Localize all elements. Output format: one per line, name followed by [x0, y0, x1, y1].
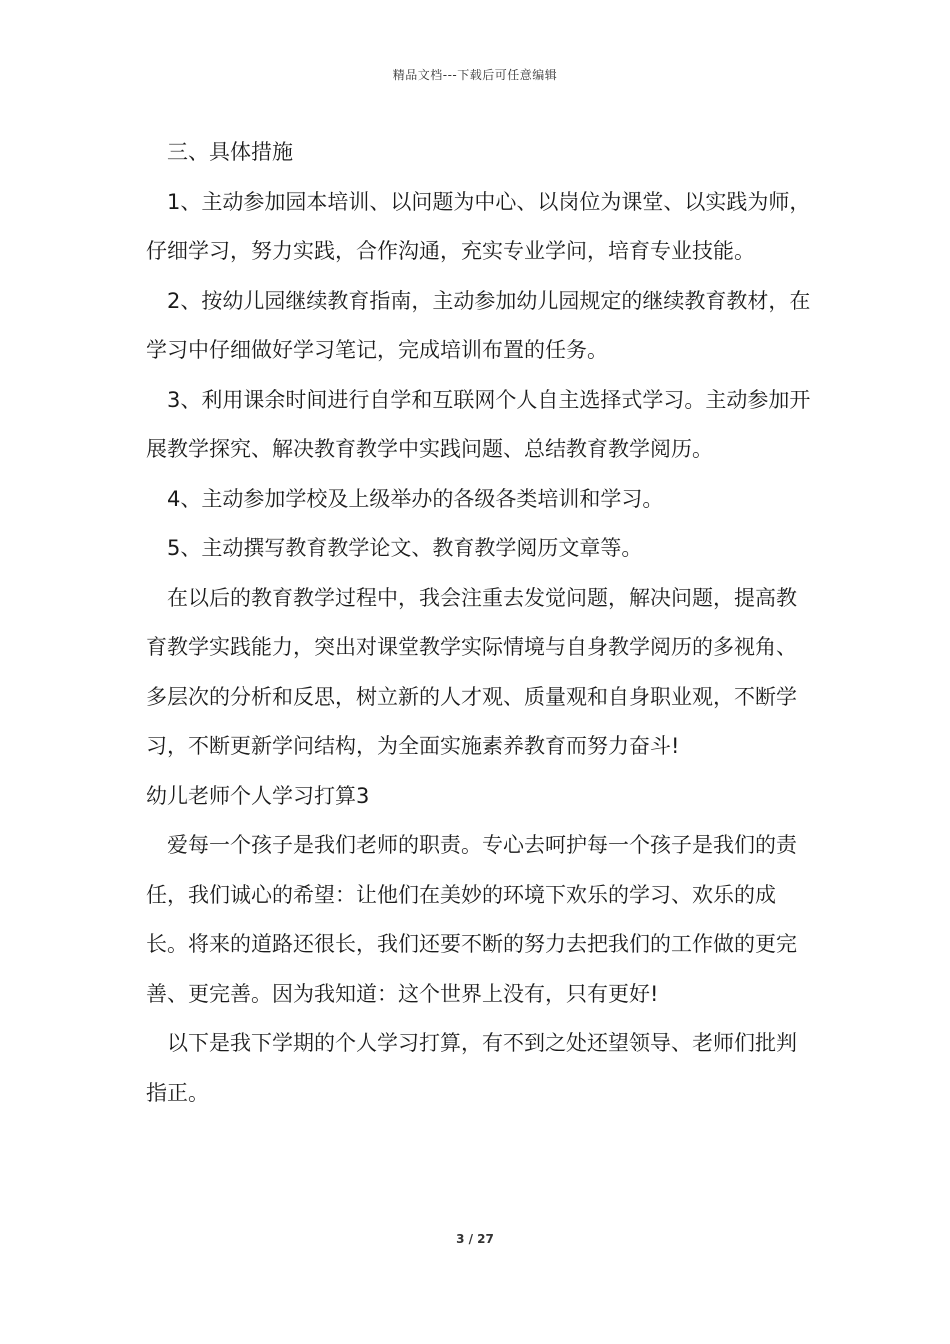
section-heading: 三、具体措施 — [167, 140, 293, 164]
paragraph: 1、主动参加园本培训、以问题为中心、以岗位为课堂、以实践为师，仔细学习，努力实践，合作沟通，充实专业学问，培育专业技能。 — [146, 189, 811, 263]
document-body — [146, 128, 814, 1118]
paragraph: 4、主动参加学校及上级举办的各级各类培训和学习。 — [167, 486, 664, 511]
paragraph: 3、利用课余时间进行自学和互联网个人自主选择式学习。主动参加开展教学探究、解决教育教学中实践问题、总结教育教学阅历。 — [146, 387, 811, 461]
section-title: 幼儿老师个人学习打算3 — [146, 783, 370, 808]
paragraph: 爱每一个孩子是我们老师的职责。专心去呵护每一个孩子是我们的责任，我们诚心的希望：让他们在美妙的环境下欢乐的学习、欢乐的成长。将来的道路还很长，我们还要不断的努力去把我们的工作做的更完善、更完善。因为我知道：这个世界上没有，只有更好! — [146, 833, 797, 1006]
page-header: 精品文档---下载后可任意编辑 — [392, 68, 558, 82]
paragraph: 2、按幼儿园继续教育指南，主动参加幼儿园规定的继续教育教材，在学习中仔细做好学习笔记，完成培训布置的任务。 — [146, 288, 811, 362]
paragraph: 5、主动撰写教育教学论文、教育教学阅历文章等。 — [167, 536, 643, 560]
paragraph: 以下是我下学期的个人学习打算，有不到之处还望领导、老师们批判指正。 — [146, 1031, 797, 1105]
paragraph: 在以后的教育教学过程中，我会注重去发觉问题，解决问题，提高教育教学实践能力，突出对课堂教学实际情境与自身教学阅历的多视角、多层次的分析和反思，树立新的人才观、质量观和自身职业观，不断学习，不断更新学问结构，为全面实施素养教育而努力奋斗! — [146, 585, 797, 758]
page-number: 3 / 27 — [456, 1232, 494, 1246]
